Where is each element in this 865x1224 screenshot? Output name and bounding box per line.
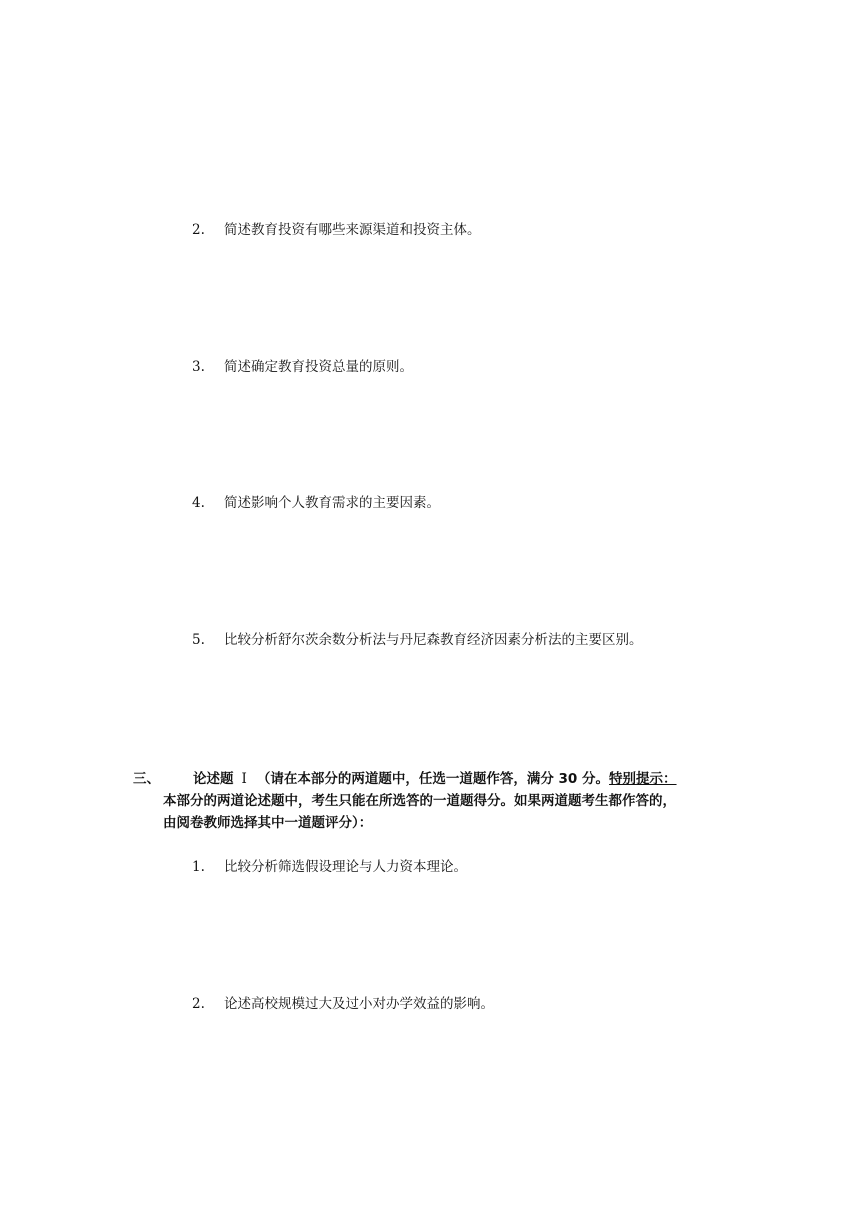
question-number: 4. bbox=[192, 495, 205, 511]
question-text: 比较分析舒尔茨余数分析法与丹尼森教育经济因素分析法的主要区别。 bbox=[224, 632, 643, 648]
question-text: 比较分析筛选假设理论与人力资本理论。 bbox=[224, 859, 467, 875]
question-text: 简述影响个人教育需求的主要因素。 bbox=[224, 495, 440, 511]
question-text: 简述教育投资有哪些来源渠道和投资主体。 bbox=[224, 222, 481, 238]
question-text: 论述高校规模过大及过小对办学效益的影响。 bbox=[224, 996, 494, 1012]
section-heading-line-2: 本部分的两道论述题中，考生只能在所选答的一道题得分。如果两道题考生都作答的， bbox=[163, 793, 676, 809]
section-number: 三、 bbox=[133, 771, 160, 787]
question-5 bbox=[192, 631, 643, 649]
question-number: 3. bbox=[192, 359, 205, 375]
question-text: 简述确定教育投资总量的原则。 bbox=[224, 359, 413, 375]
section-roman-numeral: Ⅰ bbox=[241, 771, 247, 787]
question-number: 2. bbox=[192, 222, 205, 238]
question-number: 5. bbox=[192, 632, 205, 648]
special-hint-label: 特别提示： bbox=[609, 771, 677, 787]
section-title: 论述题 bbox=[193, 771, 234, 787]
essay-question-1 bbox=[192, 858, 467, 876]
section-heading-essay bbox=[133, 768, 743, 834]
essay-question-2 bbox=[192, 995, 494, 1013]
question-number: 2. bbox=[192, 996, 205, 1012]
section-heading-line-1 bbox=[133, 768, 743, 790]
question-4 bbox=[192, 494, 440, 512]
section-heading-line-3: 由阅卷教师选择其中一道题评分）： bbox=[163, 815, 373, 831]
section-instruction: （请在本部分的两道题中，任选一道题作答，满分 30 分。 bbox=[256, 771, 610, 787]
question-3 bbox=[192, 358, 413, 376]
question-number: 1. bbox=[192, 859, 205, 875]
question-2 bbox=[192, 221, 481, 239]
